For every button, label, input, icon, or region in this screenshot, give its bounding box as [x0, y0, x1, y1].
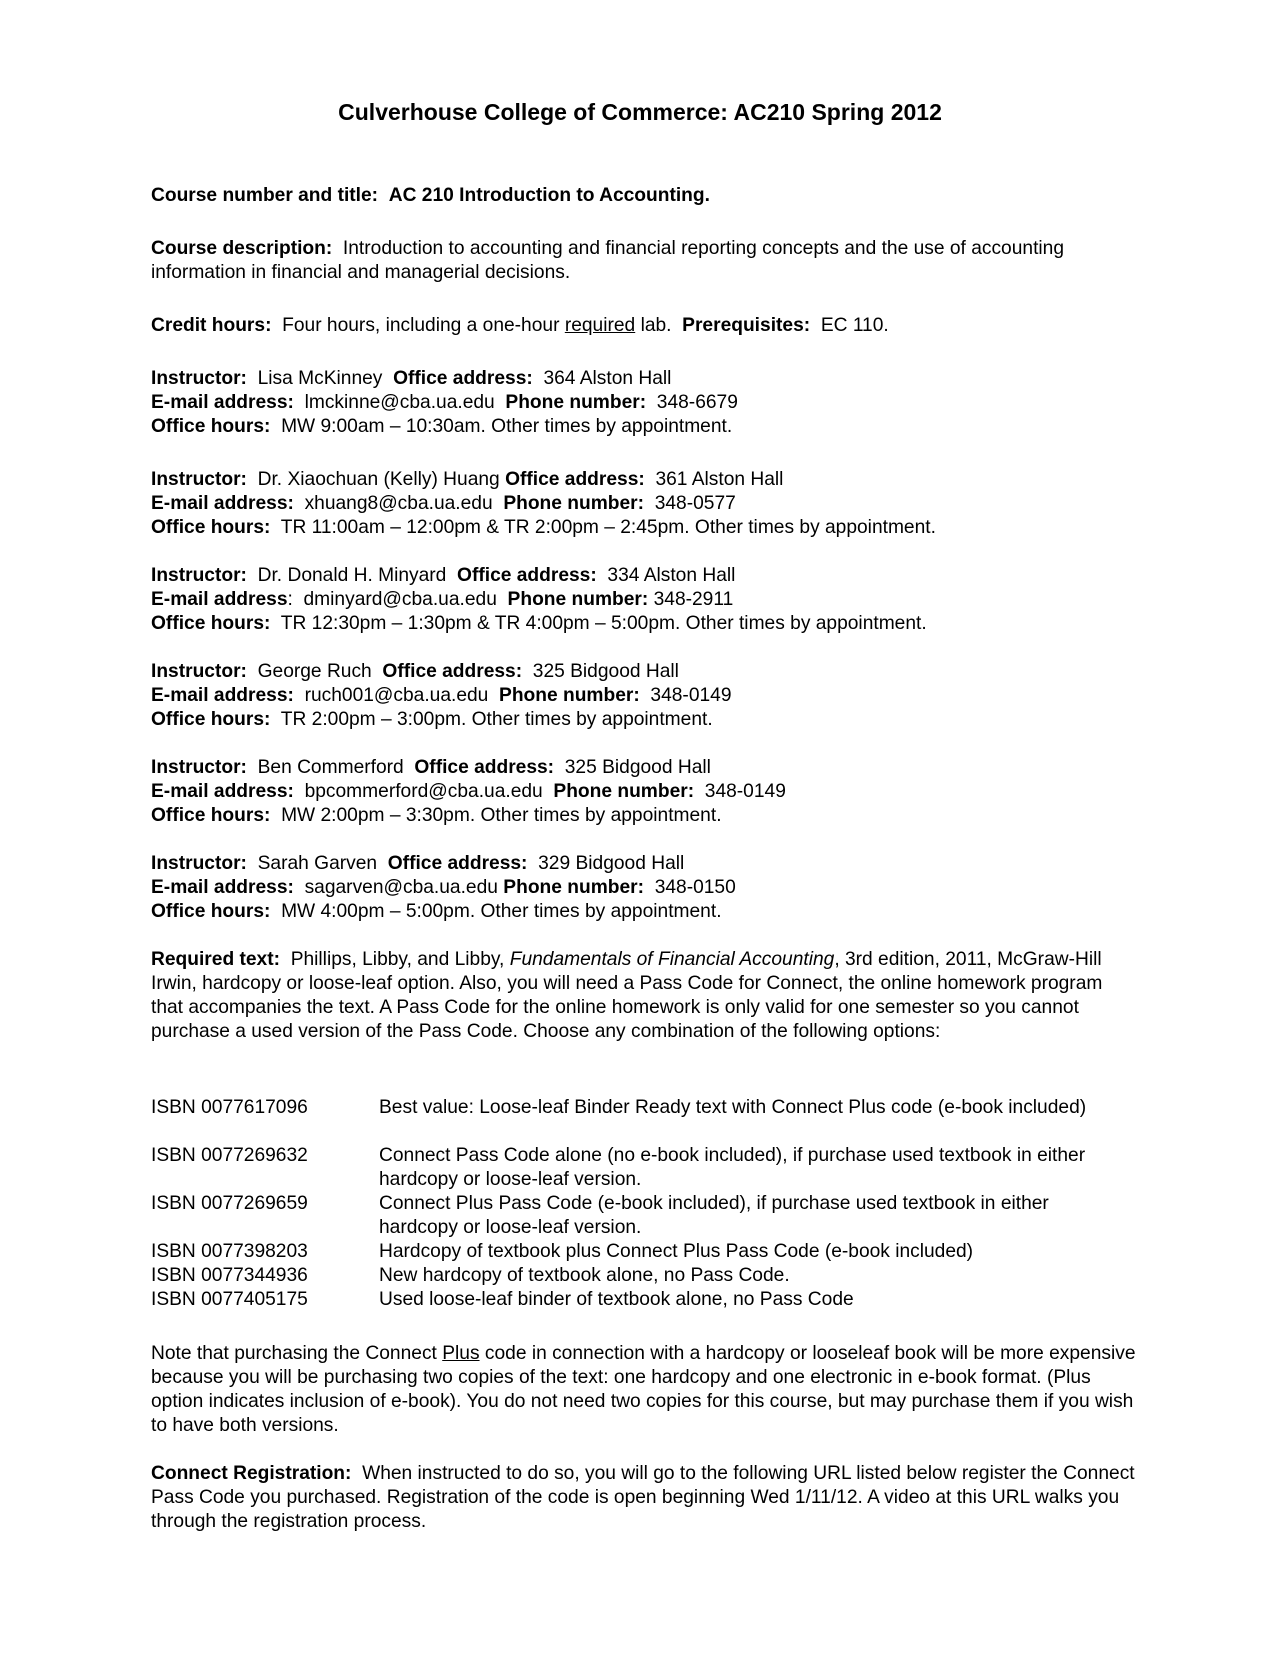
- email-line: E-mail address: dminyard@cba.ua.edu Phone number: 348-2911: [151, 589, 734, 610]
- credit-hours-line: [151, 314, 1136, 338]
- instructor-line: [151, 660, 1136, 684]
- instructor-block: [151, 468, 1136, 540]
- email-line: [151, 780, 1136, 804]
- email-address: sagarven@cba.ua.edu: [304, 877, 498, 898]
- course-label: Course number and title:: [151, 185, 379, 206]
- office-hours: TR 2:00pm – 3:00pm. Other times by appointment.: [280, 709, 713, 730]
- instructor-name: Sarah Garven: [257, 853, 378, 874]
- phone-number: 348-0149: [650, 685, 732, 706]
- instructor-line: [151, 564, 1136, 588]
- instructor-line: [151, 367, 1136, 391]
- hours-line: [151, 708, 1136, 732]
- email-label: E-mail address:: [151, 392, 294, 413]
- phone-number: 348-0577: [654, 493, 736, 514]
- instructor-label: Instructor:: [151, 853, 247, 874]
- note-text-before: Note that purchasing the Connect: [151, 1343, 437, 1364]
- isbn-number: ISBN 0077398203: [151, 1241, 308, 1262]
- office-hours: MW 4:00pm – 5:00pm. Other times by appointment.: [281, 901, 722, 922]
- email-label: E-mail address:: [151, 877, 294, 898]
- phone-number: 348-0150: [654, 877, 736, 898]
- instructor-label: Instructor:: [151, 661, 247, 682]
- page-title: Culverhouse College of Commerce: AC210 Spring 2012: [338, 99, 942, 125]
- office-label: Office address:: [414, 757, 555, 778]
- email-address: bpcommerford@cba.ua.edu: [304, 781, 543, 802]
- isbn-number: ISBN 0077405175: [151, 1289, 308, 1310]
- isbn-number: ISBN 0077344936: [151, 1265, 308, 1286]
- instructor-block: [151, 367, 1136, 439]
- email-address: xhuang8@cba.ua.edu: [304, 493, 493, 514]
- prereq-label: Prerequisites:: [682, 315, 811, 336]
- office-address: 364 Alston Hall: [543, 368, 672, 389]
- note-paragraph: [151, 1342, 1136, 1438]
- email-label: E-mail address:: [151, 781, 294, 802]
- office-address: 361 Alston Hall: [655, 469, 784, 490]
- instructor-block: [151, 564, 1136, 636]
- email-address: lmckinne@cba.ua.edu: [304, 392, 495, 413]
- instructor-name: Dr. Xiaochuan (Kelly) Huang: [257, 469, 500, 490]
- note-plus-underlined: Plus: [442, 1343, 480, 1364]
- hours-label: Office hours:: [151, 416, 271, 437]
- course-description: [151, 237, 1136, 285]
- phone-label: Phone number:: [507, 589, 649, 610]
- office-address: 334 Alston Hall: [607, 565, 736, 586]
- credit-text-after: lab.: [640, 315, 672, 336]
- hours-label: Office hours:: [151, 613, 271, 634]
- office-hours: TR 11:00am – 12:00pm & TR 2:00pm – 2:45pm. Other times by appointment.: [280, 517, 936, 538]
- instructor-label: Instructor:: [151, 368, 247, 389]
- office-address: 329 Bidgood Hall: [538, 853, 685, 874]
- isbn-description: Best value: Loose-leaf Binder Ready text with Connect Plus code (e-book included): [379, 1097, 1087, 1118]
- credit-label: Credit hours:: [151, 315, 272, 336]
- isbn-description: Hardcopy of textbook plus Connect Plus Pass Code (e-book included): [379, 1241, 974, 1262]
- phone-number: 348-2911: [653, 589, 734, 610]
- required-text-label: Required text:: [151, 949, 281, 970]
- email-line: [151, 876, 1136, 900]
- instructor-line: [151, 756, 1136, 780]
- office-address: 325 Bidgood Hall: [532, 661, 679, 682]
- hours-line: [151, 804, 1136, 828]
- email-line: [151, 391, 1136, 415]
- email-line: [151, 684, 1136, 708]
- hours-label: Office hours:: [151, 709, 271, 730]
- description-label: Course description:: [151, 238, 333, 259]
- hours-line: [151, 516, 1136, 540]
- credit-required-underlined: required: [564, 315, 636, 336]
- prereq-value: EC 110.: [820, 315, 889, 336]
- registration-label: Connect Registration:: [151, 1463, 352, 1484]
- hours-line: [151, 900, 1136, 924]
- office-label: Office address:: [387, 853, 528, 874]
- email-label: E-mail address:: [151, 685, 294, 706]
- email-line: [151, 492, 1136, 516]
- office-address: 325 Bidgood Hall: [564, 757, 711, 778]
- credit-text: Four hours, including a one-hour: [282, 315, 560, 336]
- phone-label: Phone number:: [503, 493, 645, 514]
- book-title: Fundamentals of Financial Accounting: [509, 949, 835, 970]
- instructor-name: Ben Commerford: [257, 757, 404, 778]
- hours-label: Office hours:: [151, 517, 271, 538]
- hours-line: [151, 415, 1136, 439]
- phone-number: 348-0149: [704, 781, 786, 802]
- hours-line: [151, 612, 1136, 636]
- course-number-line: [151, 184, 1136, 208]
- note-text-after: code in connection with a hardcopy or looseleaf book will be more expensive because you will be purchasing two copies of the text: one hardcopy and one electronic in e-book format. (Plus option indicates inclusion of e-book). You do not need two copies for this course, but may purchase them if you wish to have both versions.: [151, 1343, 1136, 1436]
- office-label: Office address:: [393, 368, 533, 389]
- instructor-block: [151, 852, 1136, 924]
- hours-label: Office hours:: [151, 805, 271, 826]
- instructor-name: Dr. Donald H. Minyard: [257, 565, 447, 586]
- phone-label: Phone number:: [503, 877, 645, 898]
- description-text: Introduction to accounting and financial reporting concepts and the use of accounting information in financial and managerial decisions.: [151, 238, 1065, 283]
- isbn-number: ISBN 0077269659: [151, 1193, 308, 1214]
- hours-label: Office hours:: [151, 901, 271, 922]
- email-address: dminyard@cba.ua.edu: [303, 589, 497, 610]
- instructor-name: George Ruch: [257, 661, 372, 682]
- registration-text: When instructed to do so, you will go to the following URL listed below register the Connect Pass Code you purchased. Registration of the code is open beginning Wed 1/11/12. A video at this URL walks you through the registration process.: [151, 1463, 1135, 1532]
- isbn-description: Connect Pass Code alone (no e-book included), if purchase used textbook in either hardcopy or loose-leaf version.: [379, 1145, 1086, 1190]
- course-value: AC 210 Introduction to Accounting.: [388, 185, 710, 206]
- instructor-label: Instructor:: [151, 757, 247, 778]
- phone-label: Phone number:: [499, 685, 640, 706]
- phone-label: Phone number:: [505, 392, 647, 413]
- isbn-number: ISBN 0077269632: [151, 1145, 308, 1166]
- email-label: E-mail address:: [151, 493, 294, 514]
- isbn-description: Used loose-leaf binder of textbook alone, no Pass Code: [379, 1289, 854, 1310]
- email-address: ruch001@cba.ua.edu: [304, 685, 489, 706]
- connect-registration-paragraph: [151, 1462, 1136, 1534]
- instructor-line: [151, 468, 1136, 492]
- instructor-block: [151, 756, 1136, 828]
- office-hours: MW 2:00pm – 3:30pm. Other times by appointment.: [281, 805, 722, 826]
- instructor-label: Instructor:: [151, 565, 247, 586]
- instructor-block: [151, 660, 1136, 732]
- phone-number: 348-6679: [656, 392, 738, 413]
- office-label: Office address:: [457, 565, 597, 586]
- isbn-description: New hardcopy of textbook alone, no Pass Code.: [379, 1265, 790, 1286]
- email-label: E-mail address: [151, 589, 288, 610]
- required-text-body: , 3rd edition, 2011, McGraw-Hill Irwin, hardcopy or loose-leaf option. Also, you will need a Pass Code for Connect, the online homework program that accompanies the text. A Pass Code for the online homework is only valid for one semester so you cannot purchase a used version of the Pass Code. Choose any combination of the following options:: [151, 949, 1103, 1042]
- office-hours: MW 9:00am – 10:30am. Other times by appointment.: [281, 416, 733, 437]
- phone-label: Phone number:: [553, 781, 695, 802]
- office-label: Office address:: [505, 469, 645, 490]
- instructor-name: Lisa McKinney: [257, 368, 383, 389]
- office-label: Office address:: [382, 661, 523, 682]
- instructor-line: [151, 852, 1136, 876]
- office-hours: TR 12:30pm – 1:30pm & TR 4:00pm – 5:00pm. Other times by appointment.: [280, 613, 927, 634]
- instructor-label: Instructor:: [151, 469, 247, 490]
- required-text-authors: Phillips, Libby, and Libby,: [290, 949, 505, 970]
- isbn-number: ISBN 0077617096: [151, 1097, 308, 1118]
- isbn-description: Connect Plus Pass Code (e-book included), if purchase used textbook in either hardcopy or loose-leaf version.: [379, 1193, 1049, 1238]
- required-text-paragraph: [151, 948, 1136, 1044]
